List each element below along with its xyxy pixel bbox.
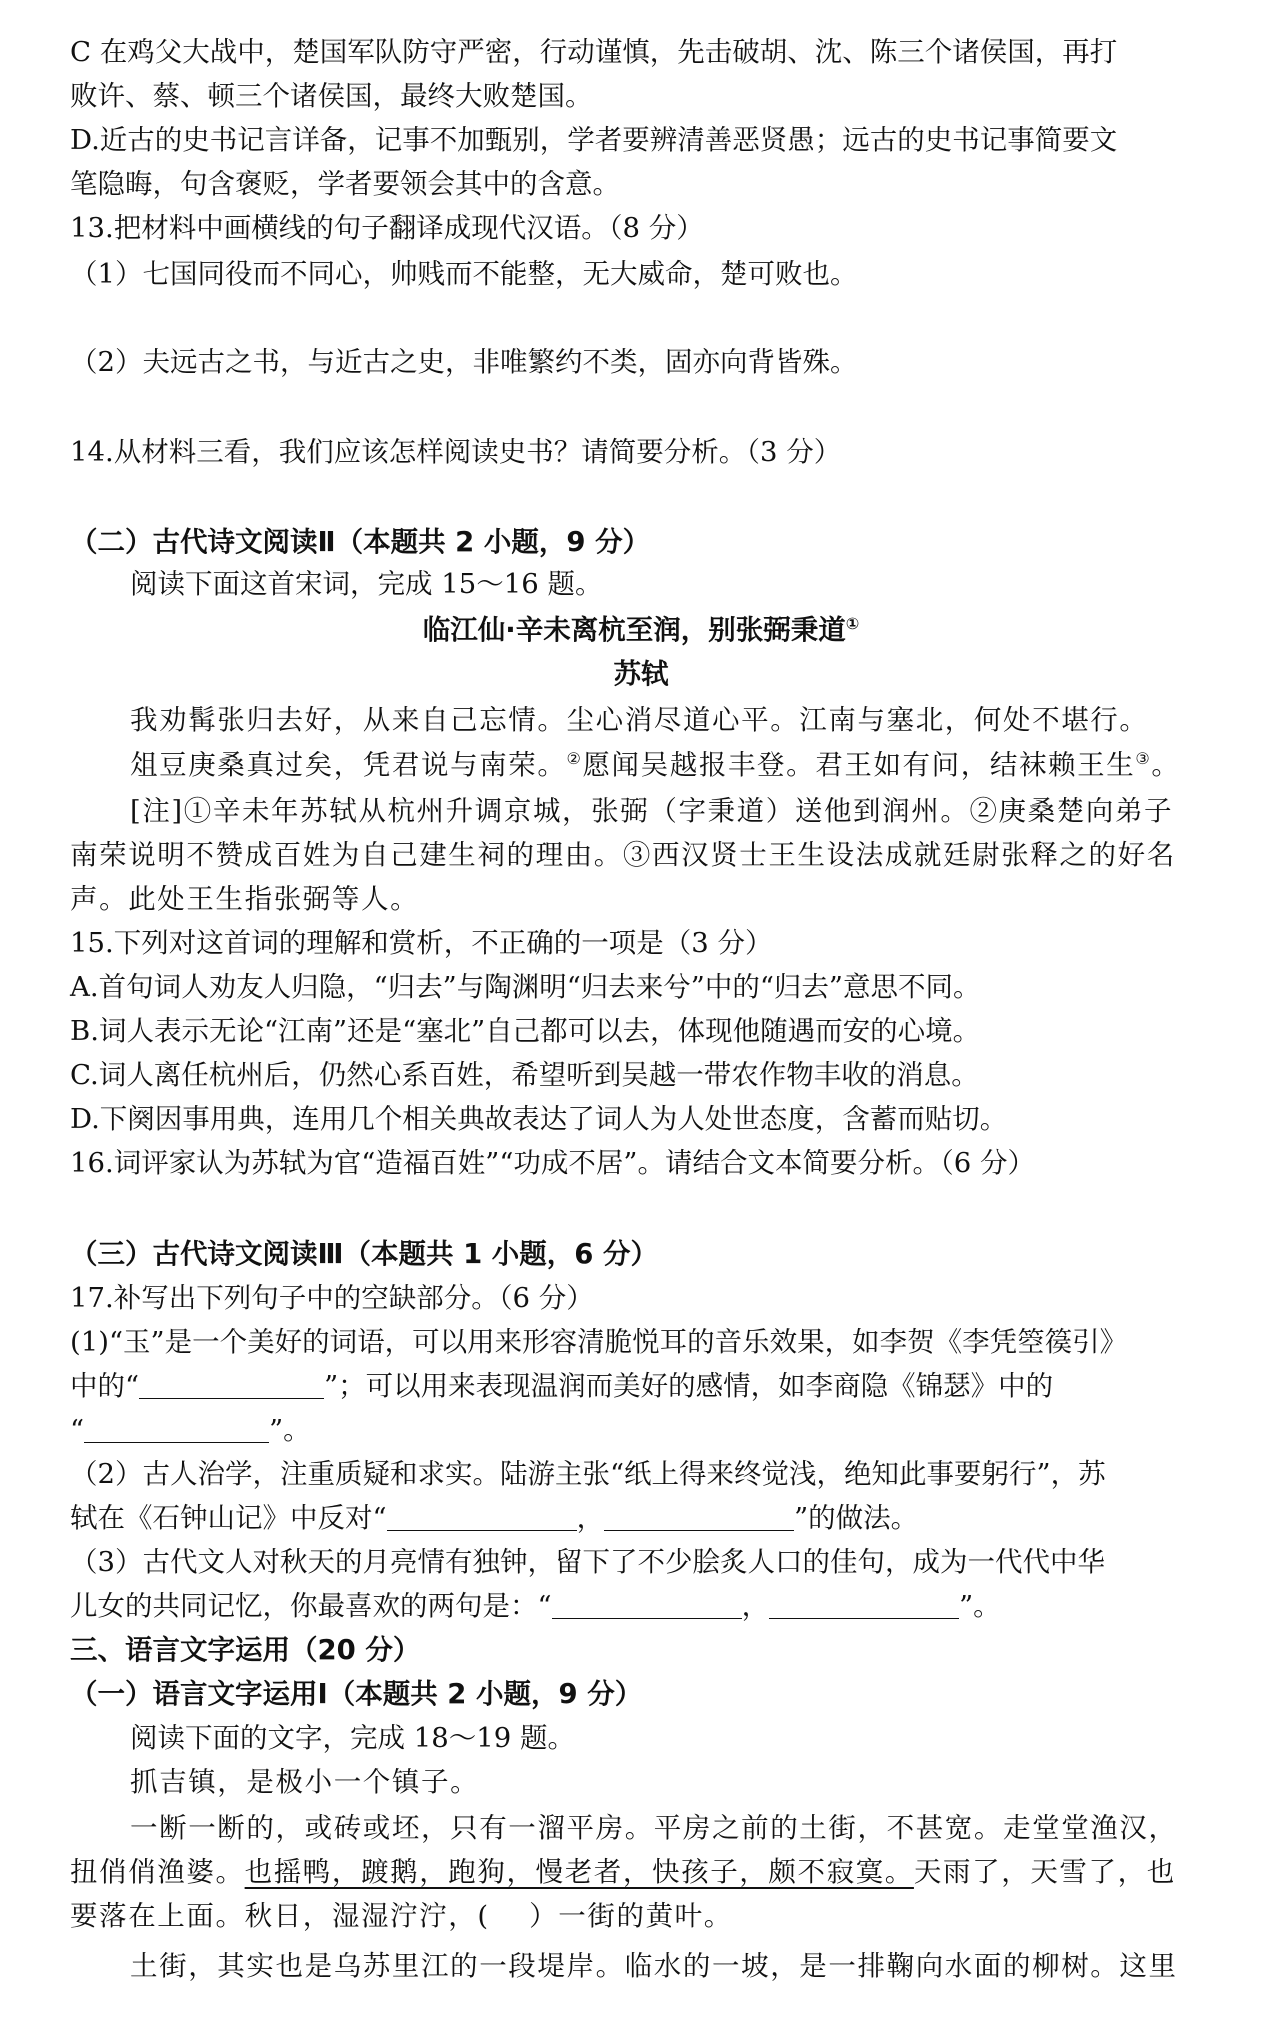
answer-blank-2[interactable] <box>84 1412 269 1443</box>
poem-note-line-2: 南荣说明不赞成百姓为自己建生祠的理由。③西汉贤士王生设法成就廷尉张释之的好名 <box>70 839 1176 871</box>
question-13-item-2: （2）夫远古之书，与近古之史，非唯繁约不类，固亦向背皆殊。 <box>70 346 858 378</box>
q17-2-prefix: 轼在《石钟山记》中反对“ <box>70 1502 387 1534</box>
section-3-heading: （三）古代诗文阅读Ⅲ（本题共 1 小题，6 分） <box>70 1238 658 1270</box>
section-2-intro: 阅读下面这首宋词，完成 15～16 题。 <box>130 568 603 600</box>
poem-title-text: 临江仙·辛未离杭至润，别张弼秉道 <box>422 614 846 646</box>
answer-blank-3[interactable] <box>387 1500 577 1531</box>
option-d-line2: 笔隐晦，句含褒贬，学者要领会其中的含意。 <box>70 168 620 200</box>
question-15-option-d: D.下阕因事用典，连用几个相关典故表达了词人为人处世态度，含蓄而贴切。 <box>70 1103 1008 1135</box>
poem-line-2a: 俎豆庚桑真过矣，凭君说与南荣。 <box>130 749 567 781</box>
poem-author: 苏轼 <box>613 658 669 690</box>
question-17-item-2-line2 <box>70 1496 1220 1540</box>
poem-line-2b: 愿闻吴越报丰登。君王如有问，结袜赖王生 <box>582 749 1136 781</box>
question-15-option-b: B.词人表示无论“江南”还是“塞北”自己都可以去，体现他随遇而安的心境。 <box>70 1015 981 1047</box>
q17-2-suffix: ”的做法。 <box>794 1502 919 1534</box>
poem-note-line-1: [注]①辛未年苏轼从杭州升调京城，张弼（字秉道）送他到润州。②庚桑楚向弟子 <box>130 795 1174 827</box>
poem-note-line-3: 声。此处王生指张弼等人。 <box>70 883 420 915</box>
question-13: 13.把材料中画横线的句子翻译成现代汉语。（8 分） <box>70 212 704 244</box>
option-c-line1: C 在鸡父大战中，楚国军队防守严密，行动谨慎，先击破胡、沈、陈三个诸侯国，再打 <box>70 36 1118 68</box>
question-17-item-1-line2 <box>70 1364 1220 1408</box>
poem-title-note: ① <box>845 613 860 633</box>
question-17-item-2-line1: （2）古人治学，注重质疑和求实。陆游主张“纸上得来终觉浅，绝知此事要躬行”，苏 <box>70 1458 1106 1490</box>
passage-line-3a: 扭俏俏渔婆。 <box>70 1856 245 1888</box>
part-3-heading: 三、语言文字运用（20 分） <box>70 1634 421 1666</box>
question-17-item-3-line1: （3）古代文人对秋天的月亮情有独钟，留下了不少脍炙人口的佳句，成为一代代中华 <box>70 1546 1105 1578</box>
question-15-option-a: A.首句词人劝友人归隐，“归去”与陶渊明“归去来兮”中的“归去”意思不同。 <box>70 971 981 1003</box>
question-14: 14.从材料三看，我们应该怎样阅读史书？请简要分析。（3 分） <box>70 436 842 468</box>
answer-blank-1[interactable] <box>139 1368 324 1399</box>
passage-underlined-sentence: 也摇鸭，踱鹅，跑狗，慢老者，快孩子，颇不寂寞。 <box>244 1856 914 1888</box>
passage-line-1: 抓吉镇，是极小一个镇子。 <box>130 1766 480 1798</box>
poem-line-2 <box>130 743 1280 787</box>
passage-line-2: 一断一断的，或砖或坯，只有一溜平房。平房之前的土街，不甚宽。走堂堂渔汉， <box>130 1812 1178 1844</box>
question-13-item-1: （1）七国同役而不同心，帅贱而不能整，无大威命，楚可败也。 <box>70 258 858 290</box>
question-16: 16.词评家认为苏轼为官“造福百姓”“功成不居”。请结合文本简要分析。（6 分） <box>70 1147 1035 1179</box>
q17-2-mid: ， <box>576 1502 605 1534</box>
question-17-item-1-line3 <box>70 1408 1220 1452</box>
question-17: 17.补写出下列句子中的空缺部分。（6 分） <box>70 1282 594 1314</box>
option-c-line2: 败许、蔡、顿三个诸侯国，最终大败楚国。 <box>70 80 593 112</box>
answer-blank-4[interactable] <box>604 1500 794 1531</box>
poem-note-3: ③ <box>1135 748 1152 768</box>
q17-1-prefix: 中的“ <box>70 1370 140 1402</box>
passage-line-3 <box>70 1850 1220 1894</box>
q17-3-prefix: 儿女的共同记忆，你最喜欢的两句是：“ <box>70 1590 552 1622</box>
question-17-item-1-line1: (1)“玉”是一个美好的词语，可以用来形容清脆悦耳的音乐效果，如李贺《李凭箜篌引》 <box>70 1326 1128 1358</box>
passage-line-5: 土街，其实也是乌苏里江的一段堤岸。临水的一坡，是一排鞠向水面的柳树。这里 <box>130 1950 1178 1982</box>
section-2-heading: （二）古代诗文阅读Ⅱ（本题共 2 小题，9 分） <box>70 526 651 558</box>
q17-1c-prefix: “ <box>70 1414 85 1446</box>
option-d-line1: D.近古的史书记言详备，记事不加甄别，学者要辨清善恶贤愚；远古的史书记事简要文 <box>70 124 1118 156</box>
answer-blank-5[interactable] <box>552 1588 742 1619</box>
answer-blank-6[interactable] <box>769 1588 959 1619</box>
q17-1c-suffix: ”。 <box>269 1414 311 1446</box>
q17-3-mid: ， <box>741 1590 770 1622</box>
poem-note-2: ② <box>566 748 583 768</box>
question-17-item-3-line2 <box>70 1584 1220 1628</box>
part-3-intro: 阅读下面的文字，完成 18～19 题。 <box>130 1722 575 1754</box>
question-15-option-c: C.词人离任杭州后，仍然心系百姓，希望听到吴越一带农作物丰收的消息。 <box>70 1059 979 1091</box>
poem-line-2c: 。 <box>1151 749 1181 781</box>
q17-3-suffix: ”。 <box>959 1590 1001 1622</box>
passage-line-4: 要落在上面。秋日，湿湿泞泞，( ）一街的黄叶。 <box>70 1900 733 1932</box>
question-15: 15.下列对这首词的理解和赏析，不正确的一项是（3 分） <box>70 927 773 959</box>
passage-line-3b: 天雨了，天雪了，也 <box>913 1856 1176 1888</box>
poem-title <box>0 608 1282 652</box>
part-3-section-1-heading: （一）语言文字运用Ⅰ（本题共 2 小题，9 分） <box>70 1678 643 1710</box>
q17-1-suffix: ”；可以用来表现温润而美好的感情，如李商隐《锦瑟》中的 <box>324 1370 1054 1402</box>
poem-line-1: 我劝髯张归去好，从来自己忘情。尘心消尽道心平。江南与塞北，何处不堪行。 <box>130 704 1149 736</box>
